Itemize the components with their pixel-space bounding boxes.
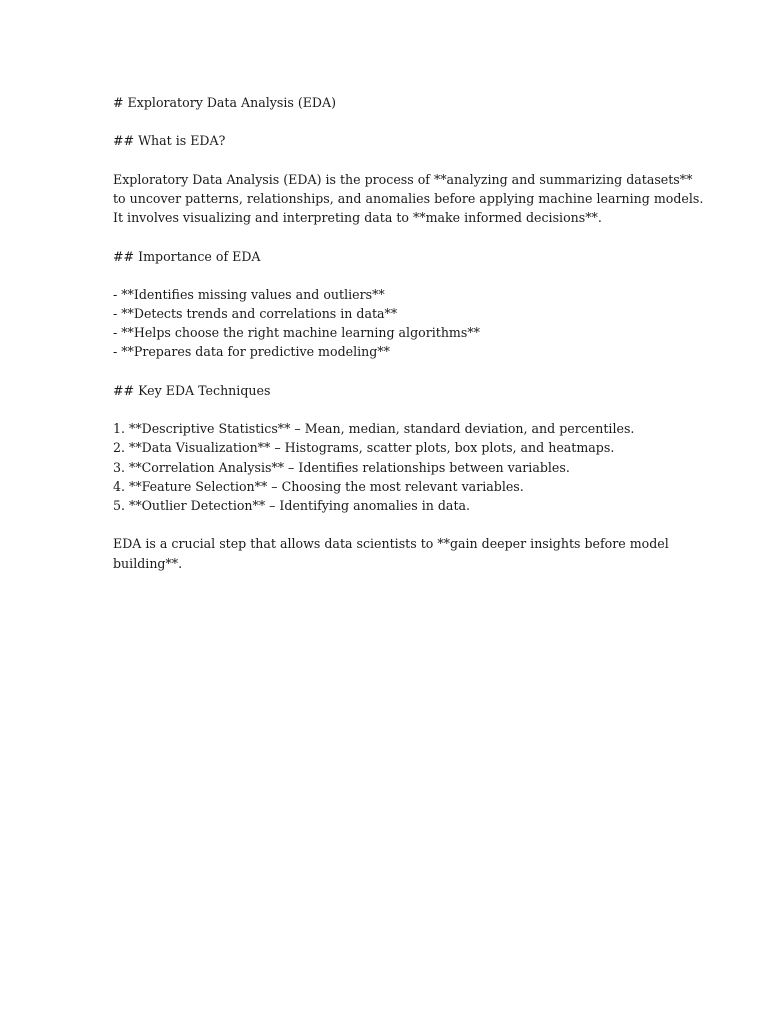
paragraph-conclusion [113,534,669,572]
paragraph-definition [113,170,704,228]
techniques-list [113,419,653,515]
paragraph-line: It involves visualizing and interpreting data to **make informed decisions**. [113,210,602,226]
document-title: # Exploratory Data Analysis (EDA) [113,95,337,110]
blank-line [113,112,653,131]
list-item: 2. **Data Visualization** – Histograms, scatter plots, box plots, and heatmaps. [113,440,615,456]
section-heading-techniques: ## Key EDA Techniques [113,382,271,398]
blank-line [113,515,653,534]
document-body [113,93,704,573]
paragraph-line: EDA is a crucial step that allows data scientists to **gain deeper insights before model [113,536,669,552]
importance-list [113,285,653,362]
list-item: 5. **Outlier Detection** – Identifying anomalies in data. [113,497,471,513]
list-item: - **Prepares data for predictive modeling** [113,344,390,360]
blank-line [113,400,653,419]
section-heading-importance: ## Importance of EDA [113,248,261,264]
blank-line [113,266,653,285]
list-item: 4. **Feature Selection** – Choosing the most relevant variables. [113,478,524,494]
paragraph-line: to uncover patterns, relationships, and anomalies before applying machine learning models. [113,190,704,206]
list-item: - **Detects trends and correlations in data** [113,306,398,322]
list-item: - **Helps choose the right machine learning algorithms** [113,325,480,341]
section-heading-what-is-eda: ## What is EDA? [113,133,226,149]
blank-line [113,362,653,381]
paragraph-line: building**. [113,555,183,571]
blank-line [113,151,653,170]
list-item: 1. **Descriptive Statistics** – Mean, median, standard deviation, and percentiles. [113,421,635,437]
list-item: 3. **Correlation Analysis** – Identifies relationships between variables. [113,459,570,475]
blank-line [113,227,653,246]
list-item: - **Identifies missing values and outliers** [113,286,385,302]
paragraph-line: Exploratory Data Analysis (EDA) is the process of **analyzing and summarizing datasets** [113,171,693,187]
